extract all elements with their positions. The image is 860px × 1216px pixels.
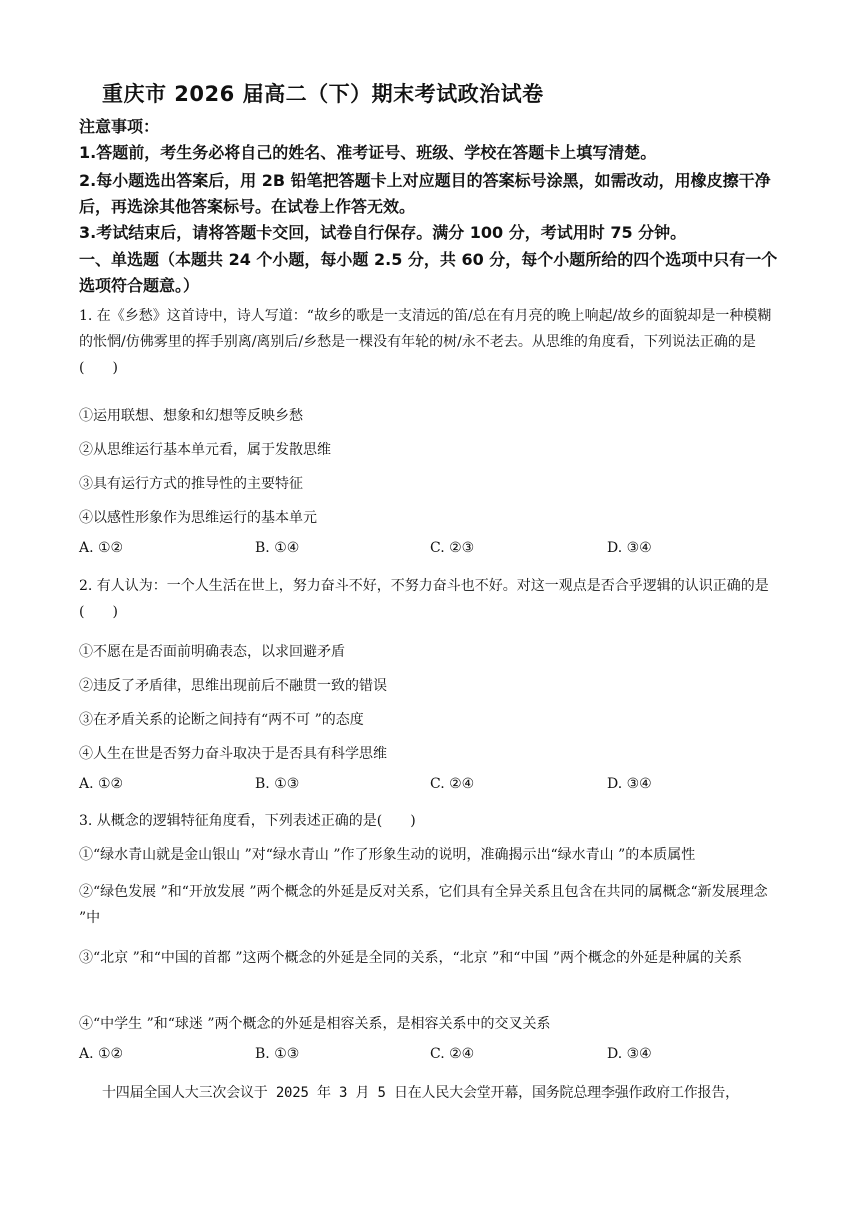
section-heading: 一、单选题（本题共 24 个小题，每小题 2.5 分，共 60 分，每个小题所给的四个选项中只有一个选项符合题意。） <box>79 250 778 295</box>
question-3-option-2: ②“绿色发展 ”和“开放发展 ”两个概念的外延是反对关系，它们具有全异关系且包含在共同的属概念“新发展理念 ”中 <box>79 884 768 926</box>
notice-item-3: 3.考试结束后，请将答题卡交回，试卷自行保存。满分 100 分，考试用时 75 分钟。 <box>79 223 687 242</box>
choice-d[interactable]: D. ③④ <box>607 540 652 556</box>
choice-b[interactable]: B. ①③ <box>255 776 300 792</box>
question-1-choices <box>79 540 781 562</box>
question-1-option-2: ②从思维运行基本单元看，属于发散思维 <box>79 442 331 458</box>
notice-item-2: 2.每小题选出答案后，用 2B 铅笔把答题卡上对应题目的答案标号涂黑，如需改动，用橡皮擦干净后，再选涂其他答案标号。在试卷上作答无效。 <box>79 171 771 216</box>
question-3-choices <box>79 1046 781 1068</box>
choice-c[interactable]: C. ②④ <box>430 776 475 792</box>
question-3-stem: 3. 从概念的逻辑特征角度看，下列表述正确的是( ) <box>79 813 416 829</box>
question-1-option-3: ③具有运行方式的推导性的主要特征 <box>79 476 303 492</box>
choice-c[interactable]: C. ②④ <box>430 1046 475 1062</box>
choice-a[interactable]: A. ①② <box>79 776 124 792</box>
choice-b[interactable]: B. ①③ <box>255 1046 300 1062</box>
exam-title: 重庆市 2026 届高二（下）期末考试政治试卷 <box>102 82 544 106</box>
question-2-option-2: ②违反了矛盾律，思维出现前后不融贯一致的错误 <box>79 678 387 694</box>
choice-a[interactable]: A. ①② <box>79 540 124 556</box>
choice-b[interactable]: B. ①④ <box>255 540 300 556</box>
question-3-option-1: ①“绿水青山就是金山银山 ”对“绿水青山 ”作了形象生动的说明，准确揭示出“绿水青山 ”的本质属性 <box>79 847 696 863</box>
passage-text: 十四届全国人大三次会议于 2025 年 3 月 5 日在人民大会堂开幕，国务院总理李强作政府工作报告， <box>102 1085 739 1101</box>
question-1-option-4: ④以感性形象作为思维运行的基本单元 <box>79 510 317 526</box>
choice-c[interactable]: C. ②③ <box>430 540 475 556</box>
choice-d[interactable]: D. ③④ <box>607 1046 652 1062</box>
notice-item-1: 1.答题前，考生务必将自己的姓名、准考证号、班级、学校在答题卡上填写清楚。 <box>79 143 657 162</box>
question-2-option-4: ④人生在世是否努力奋斗取决于是否具有科学思维 <box>79 746 387 762</box>
question-1-stem: 1. 在《乡愁》这首诗中，诗人写道：“故乡的歌是一支清远的笛/总在有月亮的晚上响起/故乡的面貌却是一种模糊的怅惘/仿佛雾里的挥手别离/离别后/乡愁是一棵没有年轮的树/永不老去。从思维的角度看，下列说法正确的是( ) <box>79 308 772 376</box>
notice-heading: 注意事项： <box>79 117 160 136</box>
question-2-choices <box>79 776 781 798</box>
question-3-option-4: ④“中学生 ”和“球迷 ”两个概念的外延是相容关系，是相容关系中的交叉关系 <box>79 1016 551 1032</box>
question-3-option-3: ③“北京 ”和“中国的首都 ”这两个概念的外延是全同的关系，“北京 ”和“中国 ”两个概念的外延是种属的关系 <box>79 950 743 966</box>
choice-a[interactable]: A. ①② <box>79 1046 124 1062</box>
question-2-stem: 2. 有人认为：一个人生活在世上，努力奋斗不好，不努力奋斗也不好。对这一观点是否合乎逻辑的认识正确的是( ) <box>79 578 769 620</box>
question-1-option-1: ①运用联想、想象和幻想等反映乡愁 <box>79 408 303 424</box>
question-2-option-3: ③在矛盾关系的论断之间持有“两不可 ”的态度 <box>79 712 364 728</box>
choice-d[interactable]: D. ③④ <box>607 776 652 792</box>
question-2-option-1: ①不愿在是否面前明确表态，以求回避矛盾 <box>79 644 345 660</box>
